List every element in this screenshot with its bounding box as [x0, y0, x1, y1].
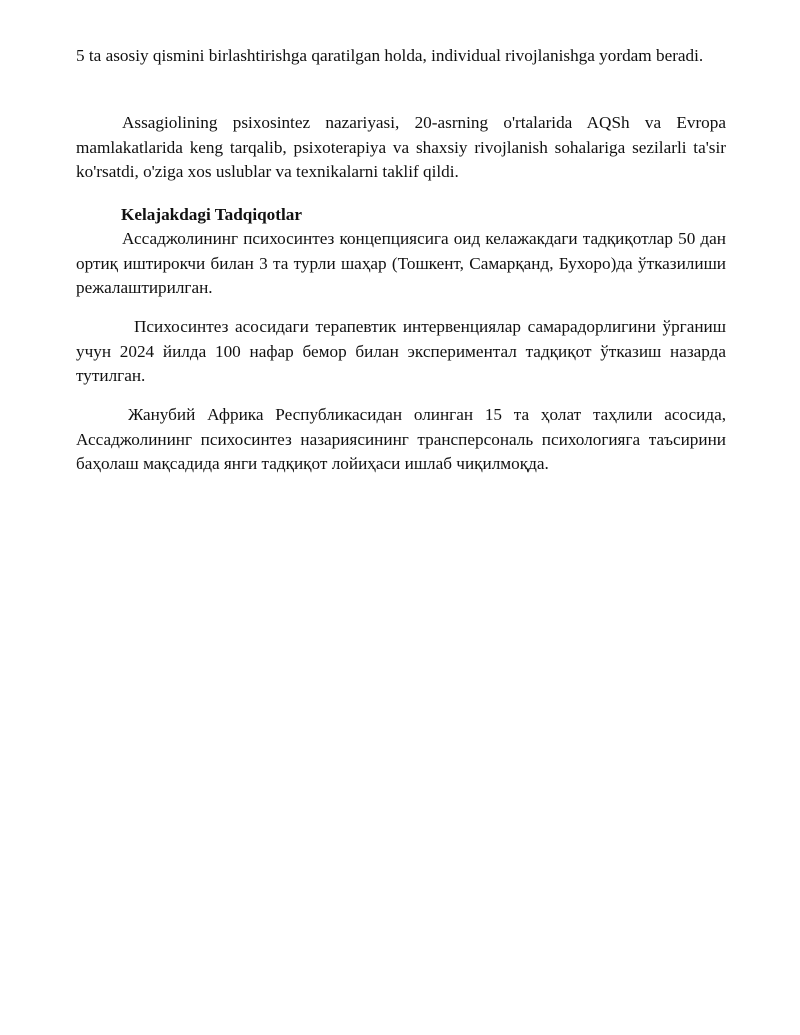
paragraph-psychosynthesis-influence: Assagiolining psixosintez nazariyasi, 20-asrning o'rtalarida AQSh va Evropa mamlakatlarida keng tarqalib, psixoterapiya va shaxsiy rivojlanish sohalariga sezilarli ta'sir ko'rsatdi, o'ziga xos uslublar va texnikalarni taklif qildi. — [76, 113, 726, 181]
section-heading-future-research: Kelajakdagi Tadqiqotlar — [121, 205, 302, 224]
paragraph-intro-continuation: 5 ta asosiy qismini birlashtirishga qaratilgan holda, individual rivojlanishga yordam beradi. — [76, 46, 704, 65]
paragraph-future-research-cities: Ассаджолининг психосинтез концепциясига оид келажакдаги тадқиқотлар 50 дан ортиқ иштирокчи билан 3 та турли шаҳар (Тошкент, Самарқанд, Бухоро)да ўтказилиши режалаштирилган. — [76, 229, 726, 297]
paragraph-experimental-study: Психосинтез асосидаги терапевтик интервенциялар самарадорлигини ўрганиш учун 2024 йилда 100 нафар бемор билан экспериментал тадқиқот ўтказиш назарда тутилган. — [76, 317, 726, 385]
paragraph-south-africa-cases: Жанубий Африка Республикасидан олинган 15 та ҳолат таҳлили асосида, Ассаджолининг психосинтез назариясининг трансперсональ психологияга таъсирини баҳолаш мақсадида янги тадқиқот лойиҳаси ишлаб чиқилмоқда. — [76, 405, 726, 473]
